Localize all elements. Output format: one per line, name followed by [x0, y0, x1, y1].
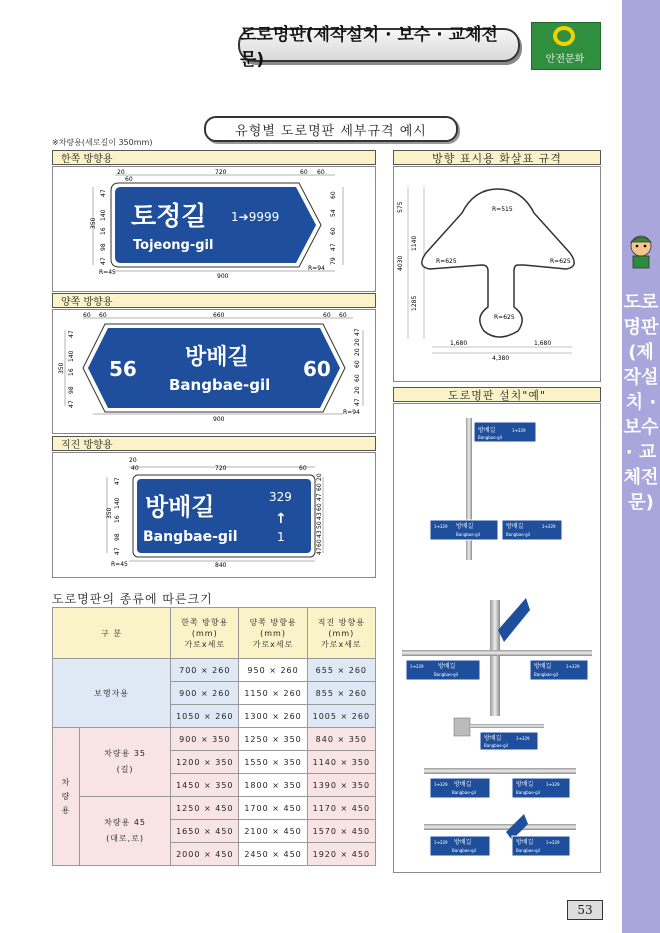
table-cell: 1650 × 450 [171, 820, 239, 843]
dim-label: 900 [217, 273, 229, 280]
sign-roman: Bangbae-gil [484, 743, 508, 748]
sign-bottom-number: 1 [277, 530, 285, 544]
dim-label: 47 [316, 493, 323, 501]
dim-label: 60 [99, 312, 107, 319]
dim-label: 98 [114, 533, 121, 541]
dim-label: 47 [354, 398, 361, 406]
logo-ring-icon [553, 26, 575, 46]
dim-label: 40 [131, 465, 139, 472]
dim-label: 140 [114, 497, 121, 509]
size-table [52, 607, 376, 866]
dim-label: R=45 [111, 561, 128, 568]
sign-name: 방배길 [478, 427, 496, 434]
dim-label: 575 [397, 201, 404, 213]
dim-label: 47 [114, 547, 121, 555]
table-header-cell: 한쪽 방향용 (mm) 가로x세로 [171, 608, 239, 659]
sign-roman: Bangbae-gil [169, 376, 271, 394]
dim-label: 54 [330, 209, 337, 217]
mascot-icon [623, 232, 659, 272]
dim-label: 350 [106, 507, 113, 519]
dim-label: 47 [68, 330, 75, 338]
dim-label: 47 [68, 400, 75, 408]
dim-label: R=94 [308, 265, 325, 272]
vehicle-note: ※차량용(세로길이 350mm) [52, 138, 153, 147]
dim-label: 1,680 [450, 340, 468, 347]
dim-label: 1,680 [534, 340, 552, 347]
dim-label: R=94 [343, 409, 360, 416]
sign-roman: Bangbae-gil [534, 672, 558, 677]
table-cell: 950 × 260 [239, 659, 307, 682]
logo-text: 안전문화 [545, 54, 585, 65]
dim-label: 47 [100, 189, 107, 197]
sign-number: 1➔9999 [231, 210, 280, 224]
table-cell: 1250 × 450 [171, 797, 239, 820]
sign-name: 방배길 [185, 345, 249, 370]
table-cell: 1005 × 260 [307, 705, 375, 728]
dim-label: 47 [316, 547, 323, 555]
install-pole [490, 600, 500, 716]
dim-label: 60 [299, 465, 307, 472]
table-header-cell: 직진 방향용 (mm) 가로x세로 [307, 608, 375, 659]
one-way-diagram [52, 166, 376, 292]
page-number: 53 [567, 900, 603, 920]
dim-label: R=625 [436, 258, 457, 265]
table-cell: 655 × 260 [307, 659, 375, 682]
sign-roman: Bangbae-gil [452, 848, 476, 853]
sign-name: 방배길 [145, 493, 215, 521]
table-cell: 1170 × 450 [307, 797, 375, 820]
dim-label: 60 [354, 374, 361, 382]
table-cell: 1550 × 350 [239, 751, 307, 774]
sign-roman: Bangbae-gil [452, 790, 476, 795]
dim-label: 140 [68, 350, 75, 362]
sign-name: 방배길 [516, 839, 534, 846]
row-label-pedestrian: 보행자용 [53, 659, 171, 728]
row-label-vehicle-45: 차량용 45 (대로,로) [80, 797, 171, 866]
table-cell: 1390 × 350 [307, 774, 375, 797]
row-label-vehicle: 차 량 용 [53, 728, 80, 866]
sign-number: 1➔329 [542, 524, 556, 529]
dim-label: 140 [100, 209, 107, 221]
dim-label: 60 [323, 312, 331, 319]
table-cell: 1570 × 450 [307, 820, 375, 843]
dim-label: 20 [316, 473, 323, 481]
sign-name: 방배길 [506, 523, 524, 530]
page-header-title: 도로명판(제작설치 · 보수 · 교체전문) [238, 28, 520, 62]
install-sign-angled [498, 598, 530, 642]
sign-name: 방배길 [484, 735, 502, 742]
dim-label: 1285 [411, 295, 418, 311]
sign-number: 1➔329 [546, 782, 560, 787]
sign-left-number: 56 [109, 357, 137, 381]
sign-roman: Bangbae-gil [456, 532, 480, 537]
sign-number: 1➔329 [410, 664, 424, 669]
dim-label: 60 [316, 483, 323, 491]
sign-name: 방배길 [454, 839, 472, 846]
sign-roman: Bangbae-gil [478, 435, 502, 440]
dim-label: 60 [300, 169, 308, 176]
dim-label: 900 [213, 416, 225, 423]
sign-roman: Bangbae-gil [516, 848, 540, 853]
panel-label-one-way: 한쪽 방향용 [52, 150, 376, 165]
table-cell: 1800 × 350 [239, 774, 307, 797]
install-arm [424, 768, 576, 774]
install-bracket [454, 718, 470, 736]
dim-label: 43 [316, 530, 323, 538]
sign-roman: Bangbae-gil [516, 790, 540, 795]
dim-label: 720 [215, 465, 227, 472]
table-cell: 1150 × 260 [239, 682, 307, 705]
dim-label: 4,380 [492, 355, 510, 362]
table-cell: 840 × 350 [307, 728, 375, 751]
install-arm [424, 824, 576, 830]
table-cell: 1050 × 260 [171, 705, 239, 728]
sign-roman: Bangbae-gil [506, 532, 530, 537]
size-table-title: 도로명판의 종류에 따른크기 [52, 592, 213, 606]
dim-label: 16 [100, 227, 107, 235]
dim-label: 60 [316, 539, 323, 547]
sign-number: 1➔329 [516, 736, 530, 741]
sign-number: 1➔329 [434, 782, 448, 787]
dim-label: 47 [330, 243, 337, 251]
sign-name: 토정길 [131, 202, 207, 232]
two-way-diagram [52, 309, 376, 434]
table-cell: 1250 × 350 [239, 728, 307, 751]
dim-label: 47 [354, 328, 361, 336]
dim-label: 60 [317, 169, 325, 176]
dim-label: 98 [68, 386, 75, 394]
sign-top-number: 329 [269, 490, 292, 504]
sign-name: 방배길 [438, 663, 456, 670]
side-title: 도로명판(제작설치 · 보수 · 교체전문) [623, 292, 659, 513]
straight-diagram [52, 452, 376, 578]
dim-label: 4030 [397, 255, 404, 271]
dim-label: 60 [354, 360, 361, 368]
dim-label: 16 [114, 515, 121, 523]
dim-label: 350 [58, 362, 65, 374]
sign-roman: Bangbae-gil [434, 672, 458, 677]
install-arm [402, 650, 592, 656]
sign-number: 1➔329 [512, 428, 526, 433]
sign-number: 1➔329 [546, 840, 560, 845]
dim-label: 60 [330, 227, 337, 235]
dim-label: 840 [215, 562, 227, 569]
panel-label-straight: 직진 방향용 [52, 436, 376, 451]
dim-label: 60 [339, 312, 347, 319]
dim-label: 60 [125, 176, 133, 183]
table-cell: 2450 × 450 [239, 843, 307, 866]
dim-label: 60 [330, 191, 337, 199]
sign-roman: Bangbae-gil [143, 529, 238, 545]
table-cell: 1200 × 350 [171, 751, 239, 774]
dim-label: 720 [215, 169, 227, 176]
sign-number: 1➔329 [566, 664, 580, 669]
dim-label: R=515 [492, 206, 513, 213]
section-title: 유형별 도로명판 세부규격 예시 [204, 116, 458, 142]
table-cell: 1920 × 450 [307, 843, 375, 866]
dim-label: 20 [354, 338, 361, 346]
table-cell: 2100 × 450 [239, 820, 307, 843]
sign-name: 방배길 [454, 781, 472, 788]
dim-label: R=45 [99, 269, 116, 276]
up-arrow-icon: ↑ [275, 511, 287, 527]
table-cell: 2000 × 450 [171, 843, 239, 866]
table-cell: 900 × 260 [171, 682, 239, 705]
row-label-vehicle-35: 차량용 35 (길) [80, 728, 171, 797]
dim-label: 20 [354, 348, 361, 356]
install-arm [470, 724, 544, 728]
dim-label: 660 [213, 312, 225, 319]
dim-label: 60 [316, 503, 323, 511]
dim-label: 16 [68, 368, 75, 376]
table-cell: 855 × 260 [307, 682, 375, 705]
sign-name: 방배길 [534, 663, 552, 670]
panel-label-install: 도로명판 설치"예" [393, 387, 601, 402]
sign-name: 방배길 [456, 523, 474, 530]
dim-label: 20 [354, 386, 361, 394]
arrow-spec-diagram [393, 166, 601, 382]
dim-label: 20 [117, 169, 125, 176]
sign-number: 1➔329 [434, 840, 448, 845]
dim-label: 98 [100, 243, 107, 251]
panel-label-arrow-spec: 방향 표시용 화살표 규격 [393, 150, 601, 165]
dim-label: 47 [114, 477, 121, 485]
table-cell: 900 × 350 [171, 728, 239, 751]
table-cell: 1700 × 450 [239, 797, 307, 820]
dim-label: 79 [330, 257, 337, 265]
dim-label: 60 [83, 312, 91, 319]
sign-roman: Tojeong-gil [133, 238, 214, 253]
table-cell: 1140 × 350 [307, 751, 375, 774]
sign-number: 1➔329 [434, 524, 448, 529]
table-header-cell: 양쪽 방향용 (mm) 가로x세로 [239, 608, 307, 659]
dim-label: 47 [100, 257, 107, 265]
sign-name: 방배길 [516, 781, 534, 788]
table-cell: 700 × 260 [171, 659, 239, 682]
sign-right-number: 60 [303, 357, 331, 381]
dim-label: R=625 [494, 314, 515, 321]
dim-label: 43 [316, 512, 323, 520]
table-cell: 1450 × 350 [171, 774, 239, 797]
table-header-cell: 구 분 [53, 608, 171, 659]
dim-label: 1140 [411, 235, 418, 251]
dim-label: R=625 [550, 258, 571, 265]
dim-label: 20 [129, 457, 137, 464]
panel-label-two-way: 양쪽 방향용 [52, 293, 376, 308]
install-examples [393, 403, 601, 873]
table-cell: 1300 × 260 [239, 705, 307, 728]
dim-label: 50 [316, 521, 323, 529]
dim-label: 350 [90, 217, 97, 229]
